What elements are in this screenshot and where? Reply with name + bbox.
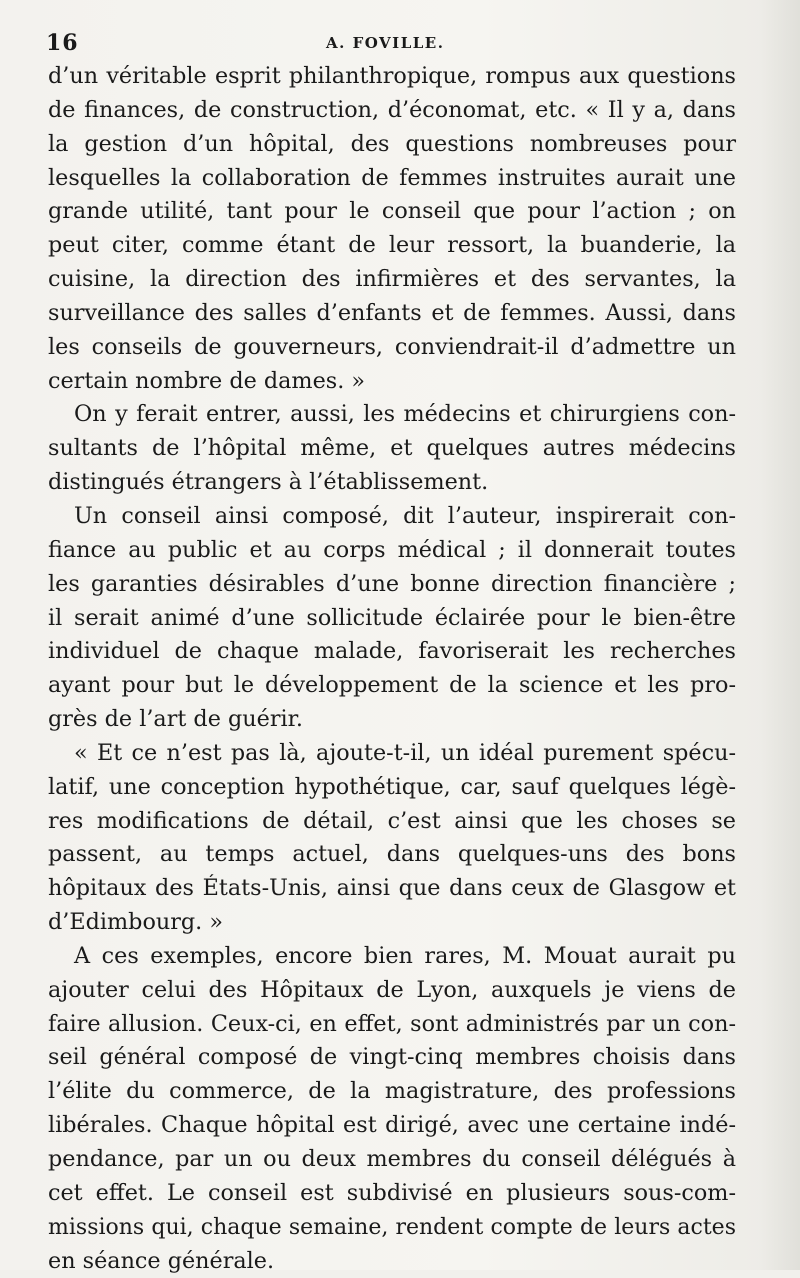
- text-line: grande utilité, tant pour le conseil que pour l’action ; on: [48, 198, 736, 225]
- text-line: peut citer, comme étant de leur ressort, la buanderie, la: [48, 232, 736, 259]
- text-line: passent, au temps actuel, dans quelques-uns des bons: [48, 841, 736, 868]
- text-line: ajouter celui des Hôpitaux de Lyon, auxquels je viens de: [48, 976, 736, 1003]
- text-line: individuel de chaque malade, favoriserait les recherches: [48, 638, 736, 665]
- text-line: « Et ce n’est pas là, ajoute-t-il, un idéal purement spécu-: [74, 739, 736, 766]
- text-line: res modifications de détail, c’est ainsi que les choses se: [48, 807, 736, 834]
- text-line: de finances, de construction, d’économat, etc. « Il y a, dans: [48, 96, 736, 123]
- text-line: certain nombre de dames. »: [48, 367, 366, 394]
- text-line: les conseils de gouverneurs, conviendrait-il d’admettre un: [48, 333, 736, 360]
- page-edge-shadow: [760, 0, 800, 1270]
- text-line: les garanties désirables d’une bonne direction financière ;: [48, 570, 736, 597]
- text-line: hôpitaux des États-Unis, ainsi que dans ceux de Glasgow et: [48, 875, 736, 902]
- text-line: lesquelles la collaboration de femmes instruites aurait une: [48, 164, 736, 191]
- text-line: il serait animé d’une sollicitude éclairée pour le bien-être: [48, 604, 736, 631]
- text-line: fiance au public et au corps médical ; il donnerait toutes: [48, 536, 736, 563]
- text-line: d’Edimbourg. »: [48, 909, 223, 936]
- text-line: ayant pour but le développement de la science et les pro-: [48, 672, 736, 699]
- text-line: grès de l’art de guérir.: [48, 706, 303, 733]
- text-line: surveillance des salles d’enfants et de femmes. Aussi, dans: [48, 299, 736, 326]
- text-line: distingués étrangers à l’établissement.: [48, 469, 489, 496]
- text-line: sultants de l’hôpital même, et quelques autres médecins: [48, 435, 736, 462]
- text-line: A ces exemples, encore bien rares, M. Mouat aurait pu: [74, 942, 736, 969]
- text-line: cuisine, la direction des infirmières et des servantes, la: [48, 266, 736, 293]
- text-line: Un conseil ainsi composé, dit l’auteur, inspirerait con-: [74, 502, 736, 529]
- text-line: d’un véritable esprit philanthropique, rompus aux questions: [48, 63, 736, 89]
- text-line: cet effet. Le conseil est subdivisé en plusieurs sous-com-: [48, 1179, 736, 1206]
- page-body-text: [48, 60, 736, 1278]
- text-line: en séance générale.: [48, 1247, 275, 1274]
- text-line: la gestion d’un hôpital, des questions nombreuses pour: [48, 130, 736, 157]
- text-line: l’élite du commerce, de la magistrature, des professions: [48, 1078, 736, 1105]
- text-line: pendance, par un ou deux membres du conseil délégués à: [48, 1146, 736, 1172]
- text-line: missions qui, chaque semaine, rendent compte de leurs actes: [48, 1214, 736, 1240]
- text-line: seil général composé de vingt-cinq membres choisis dans: [48, 1044, 736, 1071]
- running-head: A. FOVILLE.: [326, 34, 445, 52]
- text-line: latif, une conception hypothétique, car, sauf quelques légè-: [48, 773, 736, 800]
- text-line: libérales. Chaque hôpital est dirigé, avec une certaine indé-: [48, 1112, 736, 1139]
- text-line: On y ferait entrer, aussi, les médecins et chirurgiens con-: [74, 401, 736, 428]
- page-header: [46, 30, 746, 60]
- text-line: faire allusion. Ceux-ci, en effet, sont administrés par un con-: [48, 1010, 736, 1037]
- page-number: 16: [46, 30, 79, 56]
